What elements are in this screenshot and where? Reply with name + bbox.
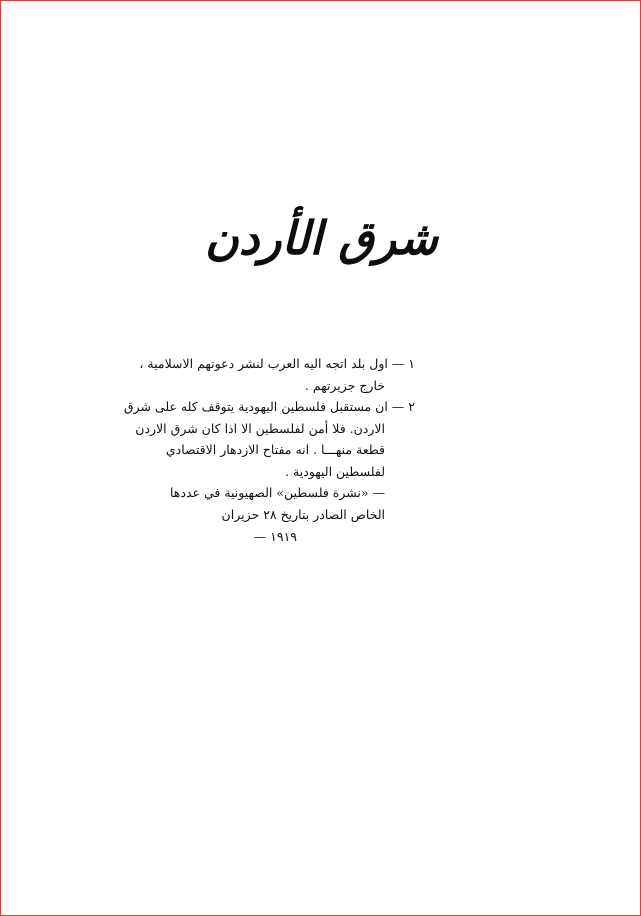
item-1-first-line: ١ — اول بلد اتجه اليه العرب لنشر دعوتهم الاسلامية ،: [139, 356, 415, 371]
item-2-continuation-line: لفلسطين اليهودية .: [285, 463, 385, 479]
item-2-continuation-line: الاردن. فلا أمن لفلسطين الا اذا كان شرق الاردن: [135, 420, 385, 436]
item-1-continuation-line: خارج جزيرتهم .: [304, 377, 385, 393]
page-title: شرق الأردن: [205, 211, 438, 265]
citation-source-line: — «نشرة فلسطين» الصهيونية في عددها: [170, 485, 385, 500]
item-2-continuation-line: قطعة منهـــا . انه مفتاح الازدهار الاقتصادي: [165, 442, 385, 457]
citation-date: ١٩١٩ —: [253, 529, 297, 544]
epigraph-block: [97, 353, 415, 548]
citation-detail-line: الخاص الصادر بتاريخ ٢٨ حزيران: [221, 506, 385, 522]
item-2-first-line: ٢ — ان مستقبل فلسطين اليهودية يتوقف كله على شرق: [123, 399, 415, 414]
